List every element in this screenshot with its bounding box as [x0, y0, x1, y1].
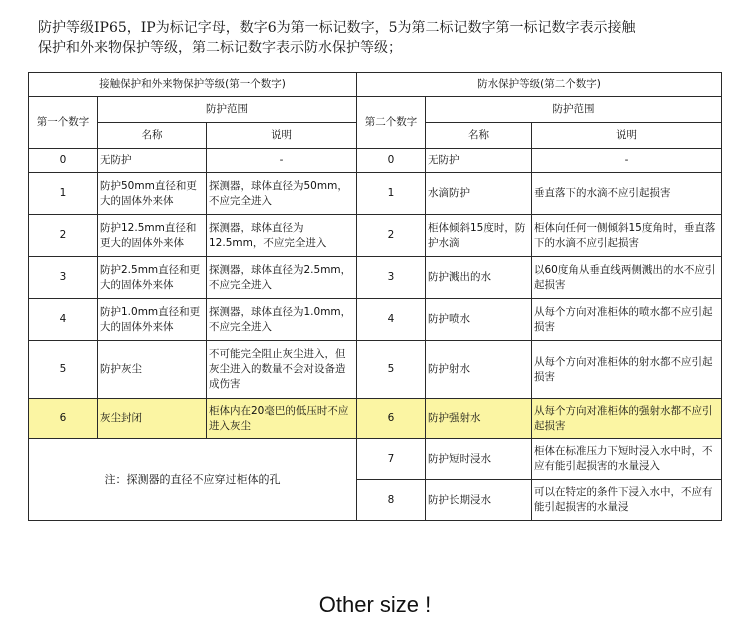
left-name-cell: 无防护 — [98, 149, 207, 173]
right-desc-cell: 从每个方向对准柜体的强射水都不应引起损害 — [532, 399, 722, 439]
detector-note: 注：探测器的直径不应穿过柜体的孔 — [29, 439, 357, 521]
first-digit-header: 第一个数字 — [29, 97, 98, 149]
right-desc-cell: - — [532, 149, 722, 173]
right-section-header: 防水保护等级(第二个数字) — [357, 73, 722, 97]
right-name-cell: 柜体倾斜15度时，防护水滴 — [426, 215, 532, 257]
left-desc-cell: 探测器，球体直径为2.5mm，不应完全进入 — [207, 257, 357, 299]
left-range-header: 防护范围 — [98, 97, 357, 123]
table-row — [29, 341, 722, 399]
right-digit-cell: 0 — [357, 149, 426, 173]
left-desc-header: 说明 — [207, 123, 357, 149]
left-digit-cell: 6 — [29, 399, 98, 439]
right-digit-cell: 4 — [357, 299, 426, 341]
right-name-cell: 防护溅出的水 — [426, 257, 532, 299]
right-desc-cell: 从每个方向对准柜体的喷水都不应引起损害 — [532, 299, 722, 341]
left-digit-cell: 0 — [29, 149, 98, 173]
left-desc-cell: 不可能完全阻止灰尘进入，但灰尘进入的数量不会对设备造成伤害 — [207, 341, 357, 399]
left-digit-cell: 4 — [29, 299, 98, 341]
left-name-cell: 防护12.5mm直径和更大的固体外来体 — [98, 215, 207, 257]
intro-line-2: 保护和外来物保护等级，第二标记数字表示防水保护等级； — [38, 40, 402, 56]
left-digit-cell: 1 — [29, 173, 98, 215]
right-desc-cell: 垂直落下的水滴不应引起损害 — [532, 173, 722, 215]
second-digit-header: 第二个数字 — [357, 97, 426, 149]
right-desc-cell: 可以在特定的条件下浸入水中，不应有能引起损害的水量浸 — [532, 480, 722, 521]
right-range-header: 防护范围 — [426, 97, 722, 123]
right-name-header: 名称 — [426, 123, 532, 149]
right-desc-cell: 从每个方向对准柜体的射水都不应引起损害 — [532, 341, 722, 399]
left-digit-cell: 3 — [29, 257, 98, 299]
table-row — [29, 439, 722, 480]
left-digit-cell: 2 — [29, 215, 98, 257]
right-digit-cell: 2 — [357, 215, 426, 257]
right-name-cell: 防护短时浸水 — [426, 439, 532, 480]
left-name-cell: 灰尘封闭 — [98, 399, 207, 439]
left-name-cell: 防护2.5mm直径和更大的固体外来体 — [98, 257, 207, 299]
right-name-cell: 防护强射水 — [426, 399, 532, 439]
left-section-header: 接触保护和外来物保护等级(第一个数字) — [29, 73, 357, 97]
table-row — [29, 173, 722, 215]
right-digit-cell: 1 — [357, 173, 426, 215]
intro-text — [38, 18, 738, 58]
right-desc-cell: 以60度角从垂直线两侧溅出的水不应引起损害 — [532, 257, 722, 299]
footer-caption: Other size ! — [318, 592, 432, 617]
highlighted-table-row — [29, 399, 722, 439]
ip-rating-table — [28, 72, 722, 521]
right-digit-cell: 7 — [357, 439, 426, 480]
table-subheader-row — [29, 97, 722, 123]
left-name-header: 名称 — [98, 123, 207, 149]
left-name-cell: 防护灰尘 — [98, 341, 207, 399]
right-desc-header: 说明 — [532, 123, 722, 149]
right-digit-cell: 3 — [357, 257, 426, 299]
right-name-cell: 水滴防护 — [426, 173, 532, 215]
left-name-cell: 防护1.0mm直径和更大的固体外来体 — [98, 299, 207, 341]
table-row — [29, 215, 722, 257]
right-digit-cell: 5 — [357, 341, 426, 399]
table-row — [29, 299, 722, 341]
right-name-cell: 防护长期浸水 — [426, 480, 532, 521]
left-desc-cell: 柜体内在20毫巴的低压时不应进入灰尘 — [207, 399, 357, 439]
table-row — [29, 149, 722, 173]
right-name-cell: 防护喷水 — [426, 299, 532, 341]
right-digit-cell: 6 — [357, 399, 426, 439]
left-desc-cell: 探测器，球体直径为50mm，不应完全进入 — [207, 173, 357, 215]
right-desc-cell: 柜体在标准压力下短时浸入水中时，不应有能引起损害的水量浸入 — [532, 439, 722, 480]
right-digit-cell: 8 — [357, 480, 426, 521]
left-digit-cell: 5 — [29, 341, 98, 399]
left-name-cell: 防护50mm直径和更大的固体外来体 — [98, 173, 207, 215]
left-desc-cell: 探测器，球体直径为12.5mm，不应完全进入 — [207, 215, 357, 257]
right-name-cell: 无防护 — [426, 149, 532, 173]
right-name-cell: 防护射水 — [426, 341, 532, 399]
table-row — [29, 257, 722, 299]
right-desc-cell: 柜体向任何一侧倾斜15度角时，垂直落下的水滴不应引起损害 — [532, 215, 722, 257]
left-desc-cell: 探测器，球体直径为1.0mm，不应完全进入 — [207, 299, 357, 341]
table-header-row — [29, 73, 722, 97]
left-desc-cell: - — [207, 149, 357, 173]
intro-line-1: 防护等级IP65，IP为标记字母，数字6为第一标记数字，5为第二标记数字第一标记数字表示接触 — [38, 20, 636, 36]
